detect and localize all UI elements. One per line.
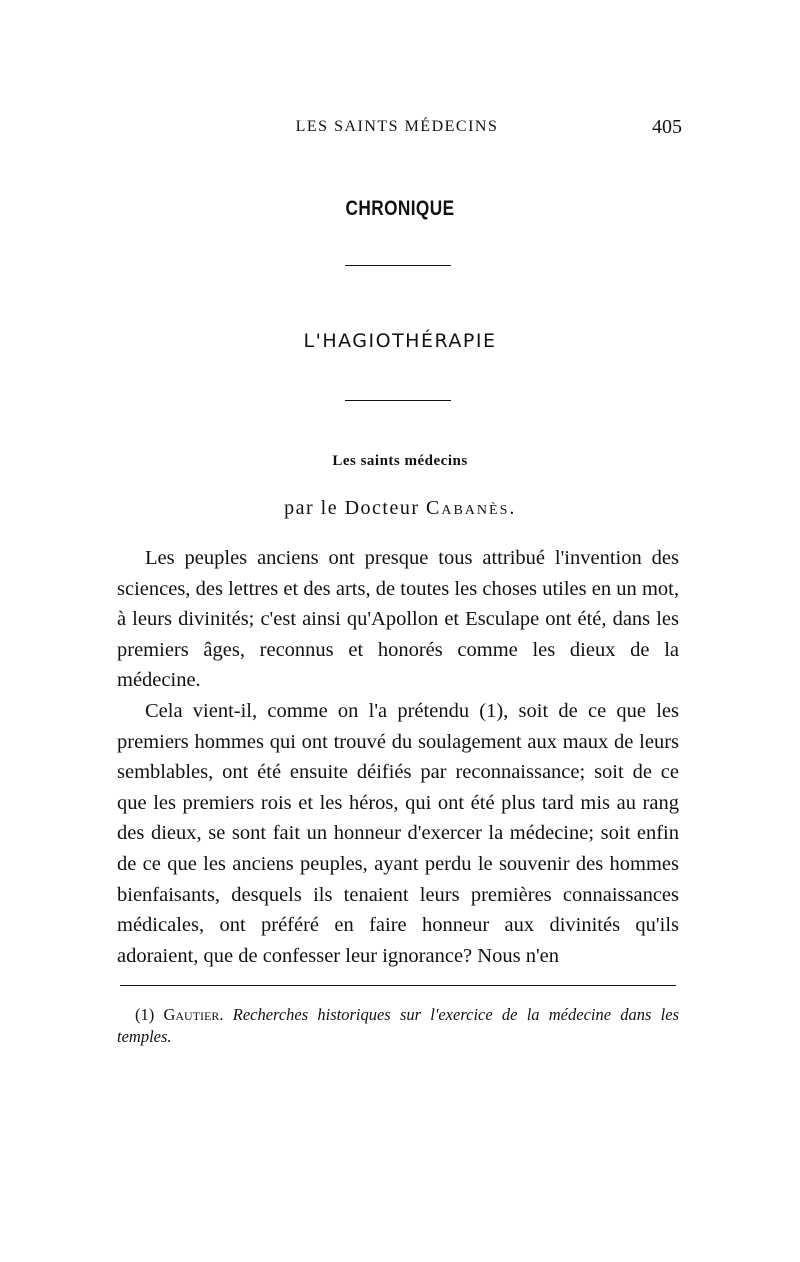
- article-title: L'HAGIOTHÉRAPIE: [303, 330, 497, 352]
- title-rule-top: [345, 265, 451, 266]
- byline-prefix: par le Docteur: [284, 497, 420, 519]
- byline-suffix: .: [509, 497, 516, 519]
- footnote: [117, 1004, 679, 1048]
- body-text: [117, 543, 679, 971]
- title-rule-bottom: [345, 400, 451, 401]
- footnote-reference: Recherches historiques sur l'exercice de la médecine dans les temples.: [117, 1005, 679, 1046]
- page-number: 405: [652, 116, 682, 138]
- running-title: LES SAINTS MÉDECINS: [295, 118, 499, 135]
- running-header: [112, 116, 682, 140]
- byline-author: Cabanès: [426, 497, 510, 519]
- section-title: CHRONIQUE: [345, 197, 455, 220]
- byline: [0, 497, 800, 520]
- footnote-author: Gautier.: [163, 1005, 224, 1024]
- footnote-rule: [120, 985, 676, 986]
- body-paragraph-1: Les peuples anciens ont presque tous attribué l'invention des sciences, des lettres et des arts, de toutes les choses utiles en un mot, à leurs divinités; c'est ainsi qu'Apollon et Esculape ont été, dans les premiers âges, reconnus et honorés comme les dieux de la médecine.: [117, 547, 679, 692]
- article-subtitle: Les saints médecins: [332, 453, 468, 469]
- body-paragraph-2: Cela vient-il, comme on l'a prétendu (1), soit de ce que les premiers hommes qui ont trouvé du soulagement aux maux de leurs semblables, ont été ensuite déifiés par reconnaissance; soit de ce que les premiers rois et les héros, qui ont été plus tard mis au rang des dieux, se sont fait un honneur d'exercer la médecine; soit enfin de ce que les anciens peuples, ayant perdu le souvenir des hommes bienfaisants, desquels ils tenaient leurs premières connaissances médicales, ont préféré en faire honneur aux divinités qu'ils adoraient, que de confesser leur ignorance? Nous n'en: [117, 699, 679, 967]
- footnote-marker: (1): [135, 1005, 155, 1024]
